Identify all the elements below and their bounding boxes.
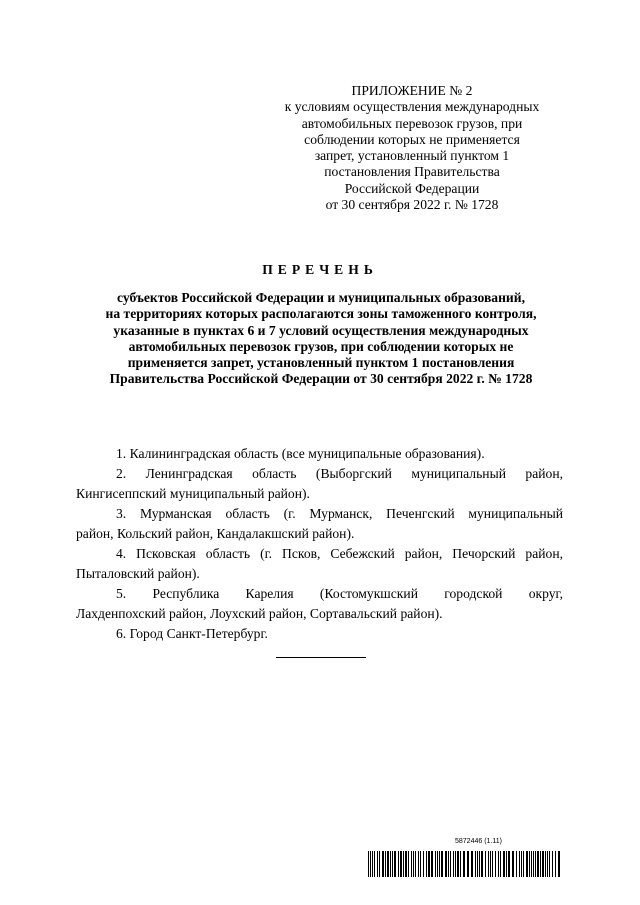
appendix-line: Российской Федерации: [344, 180, 480, 196]
appendix-line: ПРИЛОЖЕНИЕ № 2: [351, 83, 473, 98]
document-code: 5872446 (1.11): [455, 838, 502, 845]
appendix-line: запрет, установленный пунктом 1: [314, 148, 510, 164]
list: [76, 444, 563, 644]
appendix-line: соблюдении которых не применяется: [304, 131, 520, 147]
appendix-line: автомобильных перевозок грузов, при: [301, 115, 523, 131]
appendix-line: постановления Правительства: [324, 164, 500, 180]
document-subtitle: [76, 290, 566, 388]
subtitle-line: автомобильных перевозок грузов, при соблюдении которых не: [128, 338, 514, 354]
appendix-line: к условиям осуществления международных: [284, 99, 540, 115]
subtitle-line: применяется запрет, установленный пунктом 1 постановления: [127, 355, 515, 371]
subtitle-line: субъектов Российской Федерации и муниципальных образований,: [117, 290, 525, 305]
list-item-3: 3. Мурманская область (г. Мурманск, Печенгский муниципальный: [116, 506, 563, 521]
subtitle-line: указанные в пунктах 6 и 7 условий осуществления международных: [113, 322, 529, 338]
subtitle-line: Правительства Российской Федерации от 30 сентября 2022 г. № 1728: [109, 371, 533, 387]
barcode: [368, 851, 564, 877]
list-item-4: 4. Псковская область (г. Псков, Себежский район, Печорский район,: [116, 546, 563, 561]
list-item-2: 2. Ленинградская область (Выборгский муниципальный район,: [116, 466, 563, 481]
separator-line: [276, 657, 366, 658]
appendix-line: от 30 сентября 2022 г. № 1728: [325, 197, 499, 213]
list-item-4-continuation: Пыталовский район).: [76, 566, 200, 581]
subtitle-line: на территориях которых располагаются зоны таможенного контроля,: [105, 306, 537, 322]
list-item-5: 5. Республика Карелия (Костомукшский городской округ,: [116, 586, 563, 601]
list-item-3-continuation: район, Кольский район, Кандалакшский район).: [76, 526, 355, 541]
list-item-2-continuation: Кингисеппский муниципальный район).: [76, 486, 310, 501]
list-item-6: 6. Город Санкт-Петербург.: [116, 626, 268, 641]
document-title: ПЕРЕЧЕНЬ: [262, 262, 378, 277]
appendix-header: [262, 83, 562, 213]
list-item-5-continuation: Лахденпохский район, Лоухский район, Сортавальский район).: [76, 606, 443, 621]
list-item-1: 1. Калининградская область (все муниципальные образования).: [116, 446, 485, 461]
